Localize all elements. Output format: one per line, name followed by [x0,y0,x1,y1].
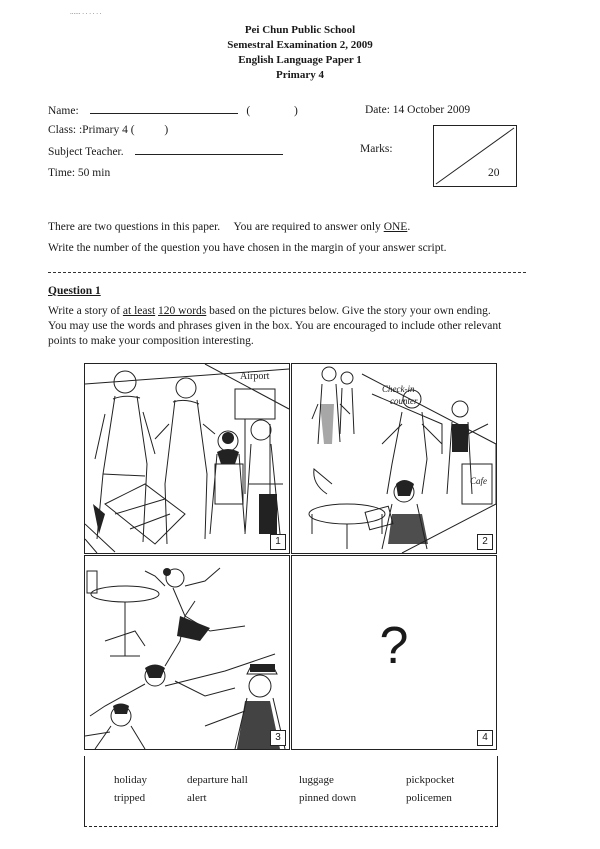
word-pickpocket: pickpocket [406,774,455,786]
section-divider [48,272,526,273]
counter-sign-text: counter [390,396,418,406]
school-name: Pei Chun Public School [244,24,356,36]
question-line-3: points to make your composition interesting. [48,335,254,347]
check-in-sign-text: Check-in [382,384,415,394]
stray-marks: ...... . . . . . . [70,8,102,16]
marks-total: 20 [488,167,500,179]
picture-panel-2 [291,363,497,554]
name-paren-open: ( [246,105,251,117]
helping-words-box [84,756,498,827]
instruction-line-1 [48,220,410,234]
word-policemen: policemen [406,792,452,804]
marks-diagonal [434,126,516,186]
question-title: Question 1 [48,285,101,297]
chase-and-arrest-illustration [85,556,289,749]
paper-title: English Language Paper 1 [238,54,362,66]
check-in-counter-illustration [292,364,496,553]
exam-title: Semestral Examination 2, 2009 [227,39,373,51]
instruction-line-2: Write the number of the question you have chosen in the margin of your answer script. [48,242,447,254]
question-mark: ? [379,617,409,675]
panel-4-number: 4 [477,730,493,746]
question-word-count: 120 words [158,305,207,317]
teacher-blank [135,144,283,155]
word-tripped: tripped [114,792,146,804]
question-line-2: You may use the words and phrases given in the box. You are encouraged to include other relevant [48,320,502,332]
instruction-emphasis-one: ONE [383,221,408,233]
class-paren-close: ) [164,124,169,136]
airport-sign-text: Airport [240,371,270,382]
word-pinned-down: pinned down [299,792,357,804]
name-paren-close: ) [294,105,298,117]
marks-box [433,125,517,187]
panel-3-number: 3 [270,730,286,746]
word-departure-hall: departure hall [187,774,248,786]
picture-panel-3 [84,555,290,750]
class-label: Class: :Primary 4 ( [48,124,135,136]
question-part-d: based on the pictures below. Give the story your own ending. [209,305,491,317]
teacher-field [48,144,283,159]
question-at-least: at least [122,305,156,317]
class-field [48,123,168,137]
name-blank [90,103,238,114]
marks-label: Marks: [360,143,393,155]
word-holiday: holiday [114,774,147,786]
teacher-label: Subject Teacher. [48,146,124,158]
panel-1-number: 1 [270,534,286,550]
name-field [48,103,298,118]
date-text: Date: 14 October 2009 [365,104,471,116]
word-luggage: luggage [299,774,334,786]
airport-crowd-illustration [85,364,289,553]
question-part-a: Write a story of [48,305,121,317]
question-line-1 [48,304,491,318]
picture-panel-1 [84,363,290,554]
level-title: Primary 4 [276,69,324,81]
cafe-sign-text: Cafe [470,476,487,486]
word-alert: alert [187,792,207,804]
panel-2-number: 2 [477,534,493,550]
instruction-part-d: . [407,221,411,233]
time-text: Time: 50 min [48,167,111,179]
name-label: Name: [48,105,79,117]
picture-panel-4 [291,555,497,750]
instruction-part-a: There are two questions in this paper. [48,221,221,233]
instruction-part-b: You are required to answer only [233,221,381,233]
